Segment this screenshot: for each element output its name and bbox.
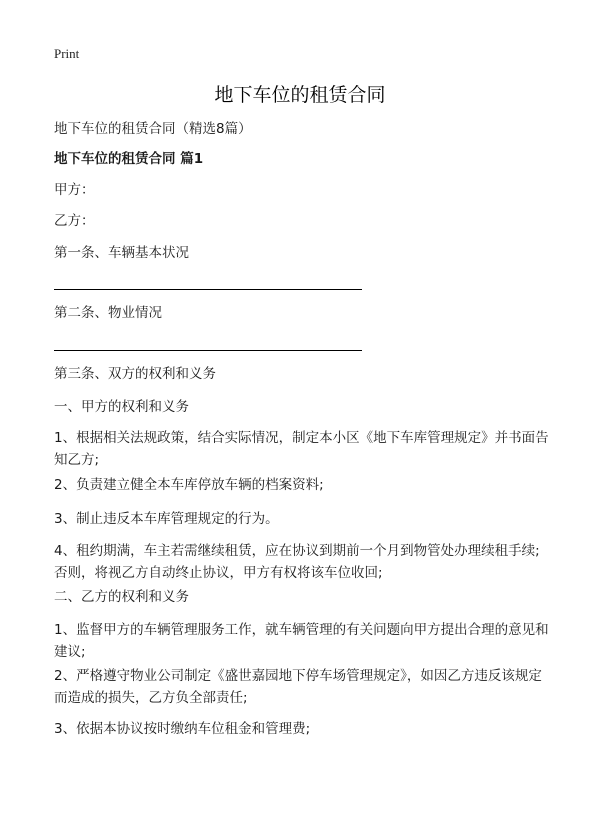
article-1: 第一条、车辆基本状况: [54, 245, 189, 261]
print-label[interactable]: Print: [54, 46, 80, 61]
article-3: 第三条、双方的权利和义务: [54, 366, 216, 382]
part-a-item-2: 2、负责建立健全本车库停放车辆的档案资料;: [54, 477, 324, 493]
part-a-item-1: 1、根据相关法规政策，结合实际情况，制定本小区《地下车库管理规定》并书面告知乙方;: [54, 430, 549, 468]
part-b-item-3: 3、依据本协议按时缴纳车位租金和管理费;: [54, 721, 311, 737]
article-2: 第二条、物业情况: [54, 305, 162, 321]
part-b-item-2: 2、严格遵守物业公司制定《盛世嘉园地下停车场管理规定》，如因乙方违反该规定而造成的损失，乙方负全部责任;: [54, 668, 542, 706]
fill-in-line-1: [54, 289, 362, 290]
document-title: 地下车位的租赁合同: [214, 84, 386, 106]
document-subtitle: 地下车位的租赁合同（精选8篇）: [54, 121, 252, 137]
part-b-item-1: 1、监督甲方的车辆管理服务工作，就车辆管理的有关问题向甲方提出合理的意见和建议;: [54, 622, 549, 660]
fill-in-line-2: [54, 350, 362, 351]
section-heading: 地下车位的租赁合同 篇1: [54, 151, 204, 167]
part-b-heading: 二、乙方的权利和义务: [54, 589, 189, 605]
party-b-label: 乙方：: [54, 213, 95, 229]
party-a-label: 甲方：: [54, 182, 95, 198]
part-a-heading: 一、甲方的权利和义务: [54, 399, 189, 415]
part-a-item-4: 4、租约期满，车主若需继续租赁，应在协议到期前一个月到物管处办理续租手续;否则，将视乙方自动终止协议，甲方有权将该车位收回;: [54, 543, 540, 581]
part-a-item-3: 3、制止违反本车库管理规定的行为。: [54, 511, 279, 527]
